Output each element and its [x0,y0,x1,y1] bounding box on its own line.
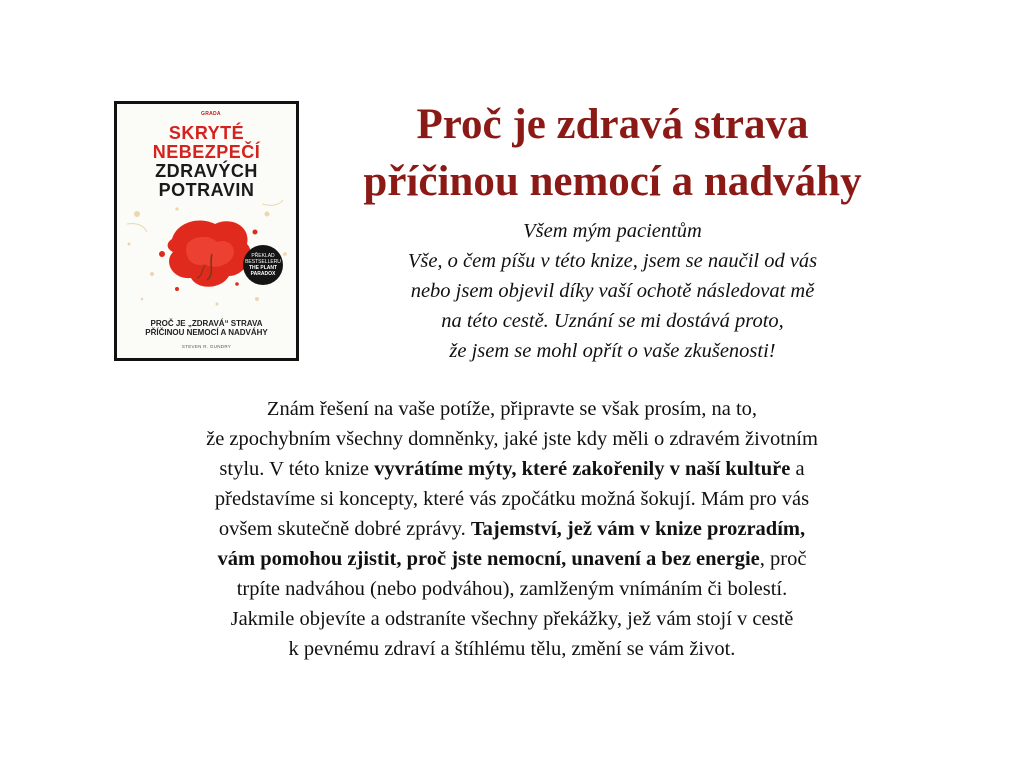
body-text-line: Znám řešení na vaše potíže, připravte se však prosím, na to, [266,398,758,420]
body-text-segment: a [790,458,805,480]
page-title-line-2: příčinou nemocí a nadváhy [363,158,862,205]
dedication-line: Všem mým pacientům [523,220,702,242]
body-text-line [60,454,964,484]
cover-title-line: NEBEZPEČÍ [152,142,261,162]
cover-title-line: POTRAVIN [158,180,255,200]
badge-line: BESTSELLERU [245,258,281,265]
body-text-line: že zpochybním všechny domněnky, jaké jste kdy měli o zdravém životním [206,428,818,450]
body-text-segment: , proč [759,548,807,570]
body-text-line [60,544,964,574]
cover-title-line: SKRYTÉ [168,123,245,143]
cover-author: STEVEN R. GUNDRY [181,344,232,349]
badge-line: THE PLANT [248,265,278,271]
book-cover [114,101,299,361]
cover-title-line: ZDRAVÝCH [155,161,258,181]
body-text-line: k pevnému zdraví a štíhlému tělu, změní se vám život. [288,638,736,660]
publisher-logo: GRADA [201,111,221,117]
body-text-line: Jakmile objevíte a odstraníte všechny překážky, jež vám stojí v cestě [230,608,794,630]
dedication-line: na této cestě. Uznání se mi dostává proto, [441,310,784,332]
cover-subtitle [117,319,296,337]
book-cover-artwork [117,104,296,358]
body-text-emphasis: vyvrátíme mýty, které zakořenily v naší kultuře [374,458,791,480]
body-text-segment: stylu. V této knize [219,458,375,480]
dedication-line: nebo jsem objevil díky vaší ochotě následovat mě [410,280,815,302]
body-text-line [60,514,964,544]
cover-subtitle-line: PROČ JE „ZDRAVÁ“ STRAVA [150,319,263,328]
bestseller-badge [243,245,283,285]
cover-subtitle-line: PŘÍČINOU NEMOCÍ A NADVÁHY [145,328,268,338]
badge-line: PŘEKLAD [251,252,275,259]
body-text-segment: ovšem skutečně dobré zprávy. [218,518,471,540]
body-text-line: představíme si koncepty, které vás zpočátku možná šokují. Mám pro vás [214,488,810,510]
body-text-emphasis: Tajemství, jež vám v knize prozradím, [470,518,806,540]
body-text-emphasis: vám pomohou zjistit, proč jste nemocní, unavení a bez energie [217,548,760,570]
page-title-line-1: Proč je zdravá strava [416,101,809,148]
body-text-line: trpíte nadváhou (nebo podváhou), zamlženým vnímáním či bolestí. [236,578,788,600]
badge-line: PARADOX [250,271,276,278]
dedication-line: Vše, o čem píšu v této knize, jsem se naučil od vás [407,250,818,272]
dedication-line: že jsem se mohl opřít o vaše zkušenosti! [449,340,776,362]
